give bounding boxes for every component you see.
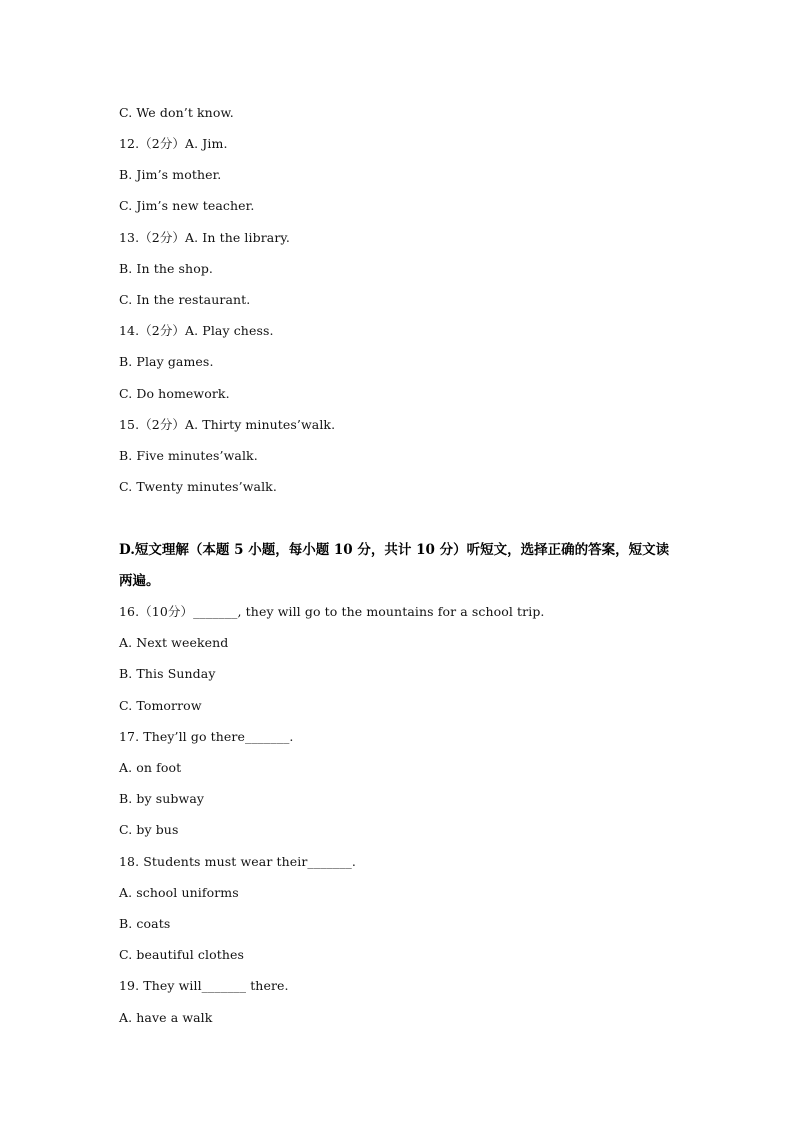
option-17a: A. on foot xyxy=(119,760,182,775)
option-18c: C. beautiful clothes xyxy=(119,947,245,962)
option-16b: B. This Sunday xyxy=(119,666,216,681)
option-19a: A. have a walk xyxy=(119,1010,213,1025)
option-17b: B. by subway xyxy=(119,791,205,806)
question-14-option-a: 14.（2分）A. Play chess. xyxy=(119,323,274,338)
section-d-heading-line1: D.短文理解（本题 5 小题，每小题 10 分，共计 10 分）听短文，选择正确的答案，短文读 xyxy=(119,542,670,558)
question-13-option-a: 13.（2分）A. In the library. xyxy=(119,230,290,245)
question-15-option-a: 15.（2分）A. Thirty minutes’walk. xyxy=(119,417,336,432)
option-13b: B. In the shop. xyxy=(119,261,214,276)
option-12b: B. Jim’s mother. xyxy=(119,167,222,182)
question-18: 18. Students must wear their_______. xyxy=(119,854,356,869)
option-13c: C. In the restaurant. xyxy=(119,292,251,307)
question-17: 17. They’ll go there_______. xyxy=(119,729,294,744)
option-18b: B. coats xyxy=(119,916,171,931)
option-18a: A. school uniforms xyxy=(119,885,239,900)
option-11c: C. We don’t know. xyxy=(119,105,234,120)
option-16a: A. Next weekend xyxy=(119,635,229,650)
option-16c: C. Tomorrow xyxy=(119,698,202,713)
option-14b: B. Play games. xyxy=(119,354,214,369)
option-15c: C. Twenty minutes’walk. xyxy=(119,479,277,494)
question-19: 19. They will_______ there. xyxy=(119,978,289,993)
option-17c: C. by bus xyxy=(119,822,179,837)
option-12c: C. Jim’s new teacher. xyxy=(119,198,255,213)
question-12-option-a: 12.（2分）A. Jim. xyxy=(119,136,228,151)
option-14c: C. Do homework. xyxy=(119,386,230,401)
section-d-heading-line2: 两遍。 xyxy=(119,573,160,589)
question-16: 16.（10分）_______, they will go to the mountains for a school trip. xyxy=(119,604,545,619)
option-15b: B. Five minutes’walk. xyxy=(119,448,258,463)
